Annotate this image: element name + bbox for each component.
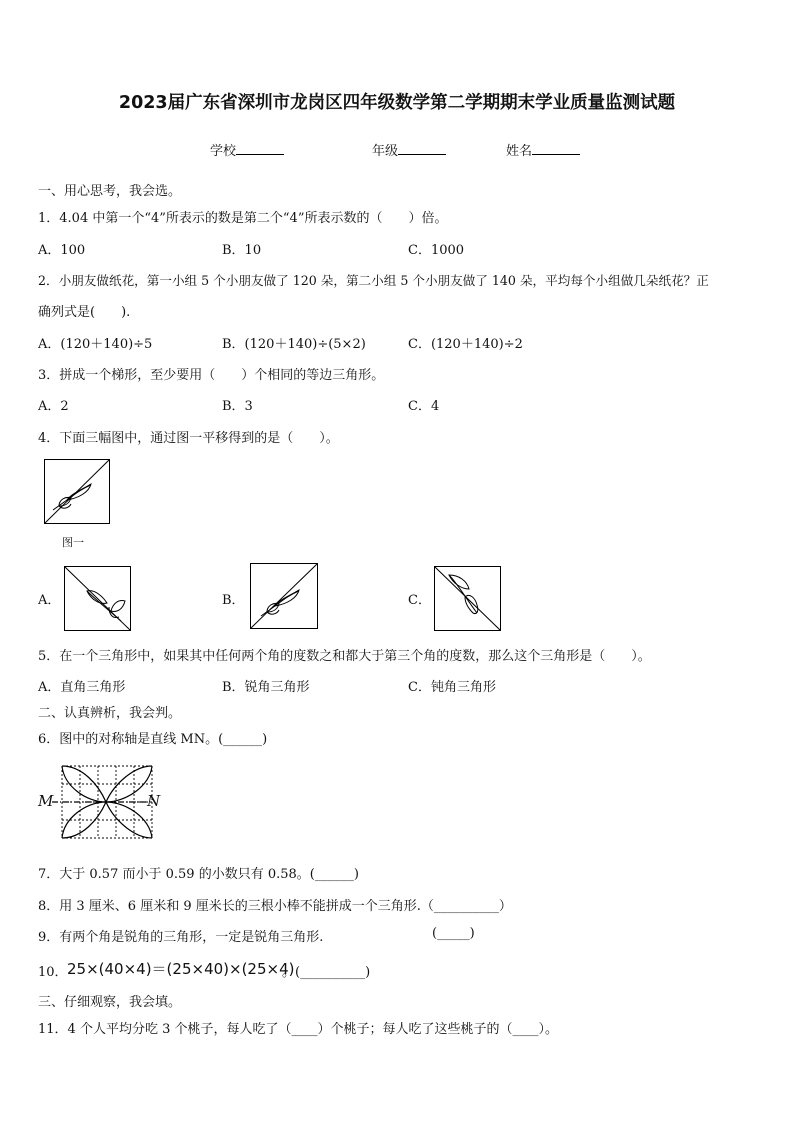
name-blank (532, 142, 580, 155)
q6-label-n: N (147, 792, 161, 810)
q4-text: 4．下面三幅图中，通过图一平移得到的是（ ）。 (38, 431, 339, 446)
q4-option-b-label: B． (222, 593, 245, 608)
q6-label-m: M (38, 792, 54, 810)
q3-text: 3．拼成一个梯形，至少要用（ ）个相同的等边三角形。 (38, 368, 385, 383)
q3-option-c: C．4 (408, 399, 440, 414)
q2-option-b: B．(120＋140)÷(5×2) (222, 337, 366, 352)
school-blank (236, 142, 284, 155)
name-field (506, 140, 580, 159)
q10-tail: 。(__________) (282, 965, 371, 980)
q8-text: 8．用 3 厘米、6 厘米和 9 厘米长的三根小棒不能拼成一个三角形.（__________） (38, 899, 512, 914)
name-label: 姓名 (506, 144, 533, 159)
leaf-branch-figure-c (435, 567, 500, 630)
q2-option-a: A．(120＋140)÷5 (38, 337, 153, 352)
q5-option-b: B．锐角三角形 (222, 680, 310, 695)
q10-expression: 25×(40×4)＝(25×40)×(25×4) (67, 960, 295, 978)
figure-1-caption: 图一 (62, 536, 84, 549)
q10-number: 10． (38, 965, 68, 980)
q2-text-line1: 2．小朋友做纸花，第一小组 5 个小朋友做了 120 朵，第二小组 5 个小朋友做了 140 朵，平均每个小组做几朵纸花？正 (38, 273, 709, 288)
q1-option-b: B．10 (222, 243, 262, 258)
leaf-branch-figure-b (251, 564, 317, 628)
q2-option-c: C．(120＋140)÷2 (408, 337, 523, 352)
q1-text: 1．4.04 中第一个“4”所表示的数是第二个“4”所表示数的（ ）倍。 (38, 211, 448, 226)
q9-blank: (_____) (432, 926, 475, 941)
q5-option-c: C．钝角三角形 (408, 680, 496, 695)
q4-option-a-box (64, 566, 131, 631)
q5-option-a: A．直角三角形 (38, 680, 126, 695)
school-label: 学校 (210, 144, 237, 159)
q5-text: 5．在一个三角形中，如果其中任何两个角的度数之和都大于第三个角的度数，那么这个三角形是（ ）。 (38, 649, 651, 664)
q1-option-a: A．100 (38, 243, 86, 258)
q9-text: 9．有两个角是锐角的三角形，一定是锐角三角形. (38, 930, 324, 945)
q4-option-a-label: A． (38, 593, 61, 608)
q2-text-line2: 确列式是( ). (38, 305, 131, 320)
q3-option-b: B．3 (222, 399, 253, 414)
q11-text: 11．4 个人平均分吃 3 个桃子，每人吃了（____）个桃子；每人吃了这些桃子的（____）。 (38, 1022, 558, 1037)
section-3-heading: 三、仔细观察，我会填。 (38, 995, 182, 1010)
q1-option-c: C．1000 (408, 243, 465, 258)
grade-label: 年级 (372, 144, 399, 159)
leaf-branch-figure-a (65, 567, 130, 630)
q4-option-b-box (250, 563, 318, 629)
q4-option-c-label: C． (408, 593, 431, 608)
section-2-heading: 二、认真辨析，我会判。 (38, 706, 182, 721)
q7-text: 7．大于 0.57 而小于 0.59 的小数只有 0.58。(______) (38, 867, 359, 882)
q4-option-c-box (434, 566, 501, 631)
section-1-heading: 一、用心思考，我会选。 (38, 184, 182, 199)
leaf-branch-figure (45, 460, 109, 523)
school-field (210, 140, 284, 159)
page-title: 2023届广东省深圳市龙岗区四年级数学第二学期期末学业质量监测试题 (118, 93, 676, 113)
figure-1-box (44, 459, 110, 524)
grade-field (372, 140, 446, 159)
grade-blank (398, 142, 446, 155)
q6-text: 6．图中的对称轴是直线 MN。(______) (38, 732, 268, 747)
q3-option-a: A．2 (38, 399, 69, 414)
